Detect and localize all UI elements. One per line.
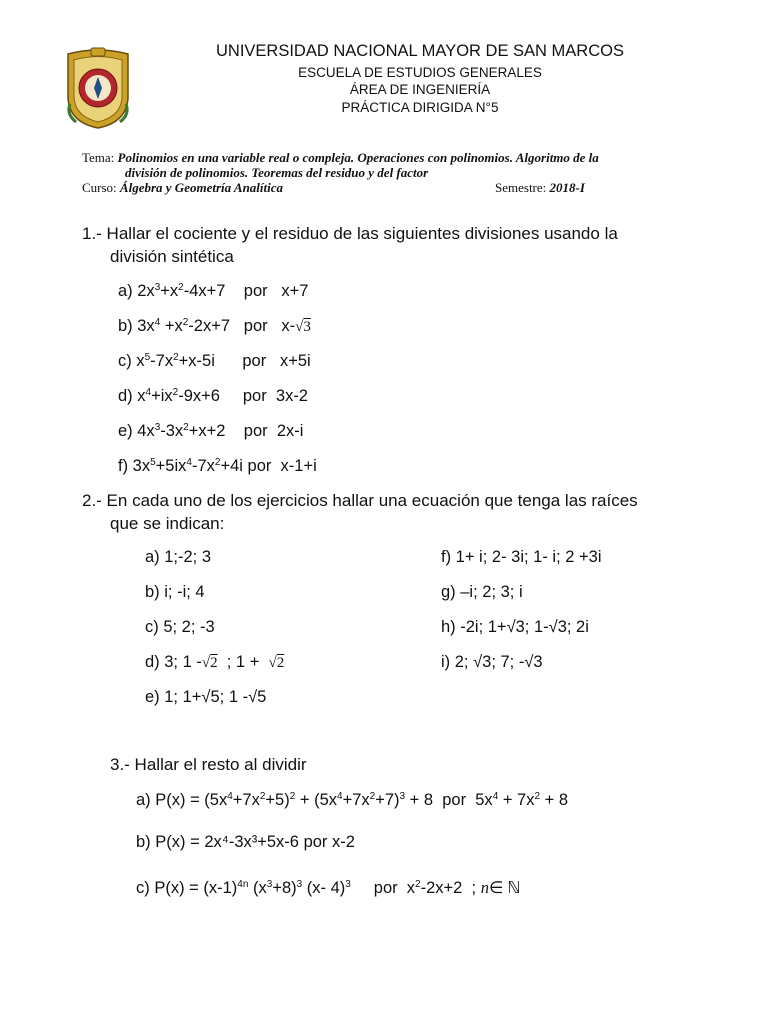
- area-name: ÁREA DE INGENIERÍA: [349, 82, 491, 97]
- q2-item-h: h) -2i; 1+√3; 1-√3; 2i: [441, 618, 589, 636]
- q1-item-c: c) $x^5-7x^2+x-5i$ por x+5i: [118, 352, 311, 370]
- q1-item-b: b) $3x^4 +x^2-2x+7$ por x-√3: [118, 317, 311, 335]
- q2-item-i: i) 2; √3; 7; -√3: [441, 653, 543, 671]
- semestre-label: Semestre:: [495, 180, 547, 195]
- tema-line2: [125, 165, 428, 181]
- q2-item-f: f) 1+ i; 2- 3i; 1- i; 2 +3i: [441, 548, 602, 566]
- q2-item-e: e) 1; 1+√5; 1 -√5: [145, 688, 267, 706]
- q1-item-e: e) $4x^3-3x^2+x+2$ por 2x-i: [118, 422, 304, 440]
- q2-item-d: d) 3; 1 -√2 ; 1 + √2: [145, 653, 285, 671]
- q1-statement-line2: división sintética: [110, 247, 234, 266]
- q1-statement-line1: 1.- Hallar el cociente y el residuo de las siguientes divisiones usando la: [82, 224, 618, 243]
- tema-label: Tema:: [82, 150, 115, 165]
- sqrt3-symbol: √3: [295, 319, 311, 335]
- q3-statement: 3.- Hallar el resto al dividir: [110, 755, 307, 774]
- practice-title: PRÁCTICA DIRIGIDA N°5: [341, 100, 499, 115]
- q2-item-b: b) i; -i; 4: [145, 583, 205, 601]
- q2-item-a: a) 1;-2; 3: [145, 548, 212, 566]
- curso-line: [82, 180, 283, 196]
- university-title: UNIVERSIDAD NACIONAL MAYOR DE SAN MARCOS: [216, 42, 624, 60]
- school-name: ESCUELA DE ESTUDIOS GENERALES: [298, 65, 542, 80]
- university-seal-logo: [62, 44, 134, 130]
- q2-item-g: g) –i; 2; 3; i: [441, 583, 523, 601]
- semestre-line: [495, 180, 585, 196]
- curso-value: Álgebra y Geometría Analítica: [119, 180, 284, 195]
- tema-text-2: división de polinomios. Teoremas del residuo y del factor: [125, 165, 429, 180]
- q1-item-a: a) $2x^3+x^2-4x+7$ por x+7: [118, 282, 309, 300]
- curso-label: Curso:: [82, 180, 117, 195]
- q3-item-c: c) $P(x) = (x-1)^{4n}$ $(x^3+8)^3$ (x- 4)$^3$ por $x^2-2x+2$ ; n∈ ℕ: [136, 878, 521, 897]
- q1-item-f: f) $3x^5+5ix^4-7x^2+4i$ por x-1+i: [118, 457, 317, 475]
- tema-line1: [82, 150, 599, 166]
- q2-item-c: c) 5; 2; -3: [145, 618, 215, 636]
- q2-statement-line1: 2.- En cada uno de los ejercicios hallar una ecuación que tenga las raíces: [82, 491, 638, 510]
- semestre-value: 2018-I: [549, 180, 585, 195]
- q1-item-d: d) $x^4+ix^2-9x+6$ por 3x-2: [118, 387, 308, 405]
- q3-item-a: a) $P(x) = (5x^4+7x^2+5)^2 + (5x^4+7x^2+7)^3 + 8$ por $5x^4 + 7x^2 + 8$: [136, 791, 569, 809]
- tema-text-1: Polinomios en una variable real o compleja. Operaciones con polinomios. Algoritmo de la: [117, 150, 599, 165]
- q3-item-b: b) P(x) = 2x⁴-3x³+5x-6 por x-2: [136, 833, 355, 851]
- q2-statement-line2: que se indican:: [110, 514, 225, 533]
